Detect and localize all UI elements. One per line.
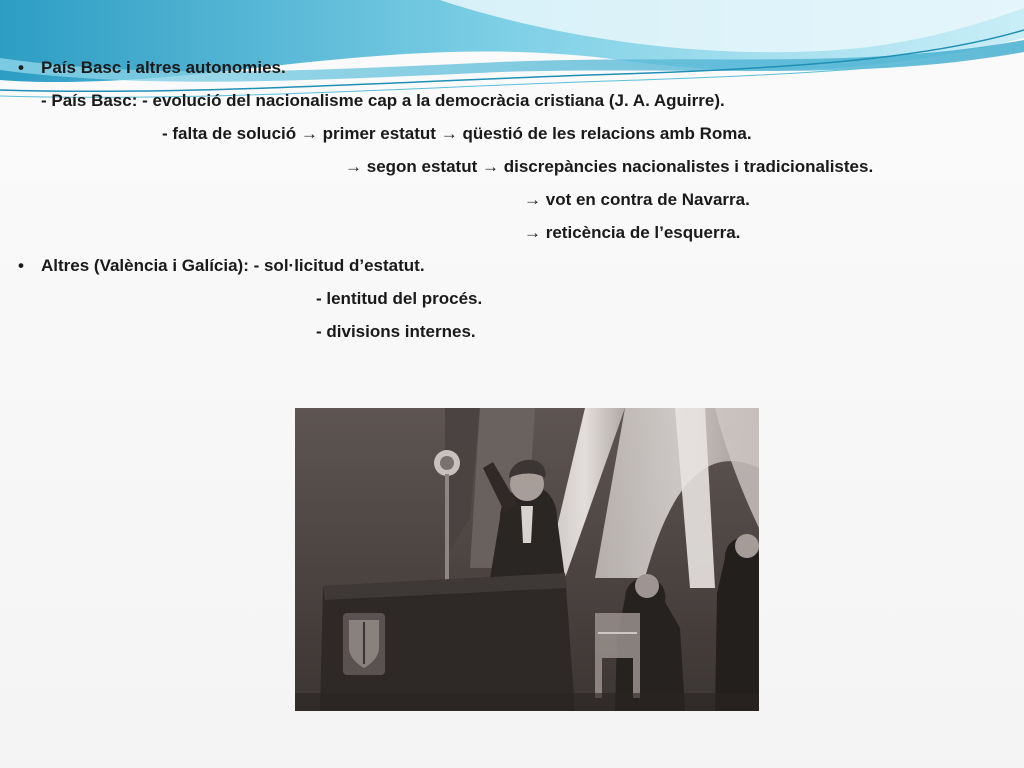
text-reticencia xyxy=(524,222,740,244)
heading-pais-basc: País Basc i altres autonomies. xyxy=(41,58,286,77)
slide-content xyxy=(0,0,1024,360)
text-lentitud: - lentitud del procés. xyxy=(316,289,483,308)
text-pais-basc-evolucio: - País Basc: - evolució del nacionalisme cap a la democràcia cristiana (J. A. Aguirre). xyxy=(41,91,725,110)
speaker-at-podium-photo xyxy=(295,408,759,711)
text-vot-navarra xyxy=(524,189,750,211)
heading-altres: Altres (València i Galícia): - sol·licitud d’estatut. xyxy=(41,256,425,275)
arrow-icon: → xyxy=(345,157,362,176)
text-questio-roma: qüestió de les relacions amb Roma. xyxy=(462,124,752,143)
bullet-2: • xyxy=(18,256,24,275)
text-reticencia-esquerra: reticència de l’esquerra. xyxy=(545,223,741,242)
text-falta: - falta de solució xyxy=(162,124,297,143)
text-vot: vot en contra de Navarra. xyxy=(545,190,750,209)
text-primer-estatut: primer estatut xyxy=(322,124,436,143)
arrow-icon: → xyxy=(300,124,318,143)
text-divisions: - divisions internes. xyxy=(316,322,476,341)
text-segon: segon estatut xyxy=(366,157,478,176)
text-segon-estatut xyxy=(345,156,873,178)
arrow-icon: → xyxy=(440,124,458,143)
bullet-1: • xyxy=(18,58,24,77)
text-falta-solucio xyxy=(162,123,752,145)
arrow-icon: → xyxy=(524,190,541,209)
text-discrepancies: discrepàncies nacionalistes i tradicionalistes. xyxy=(503,157,874,176)
arrow-icon: → xyxy=(524,223,541,242)
arrow-icon: → xyxy=(482,157,499,176)
